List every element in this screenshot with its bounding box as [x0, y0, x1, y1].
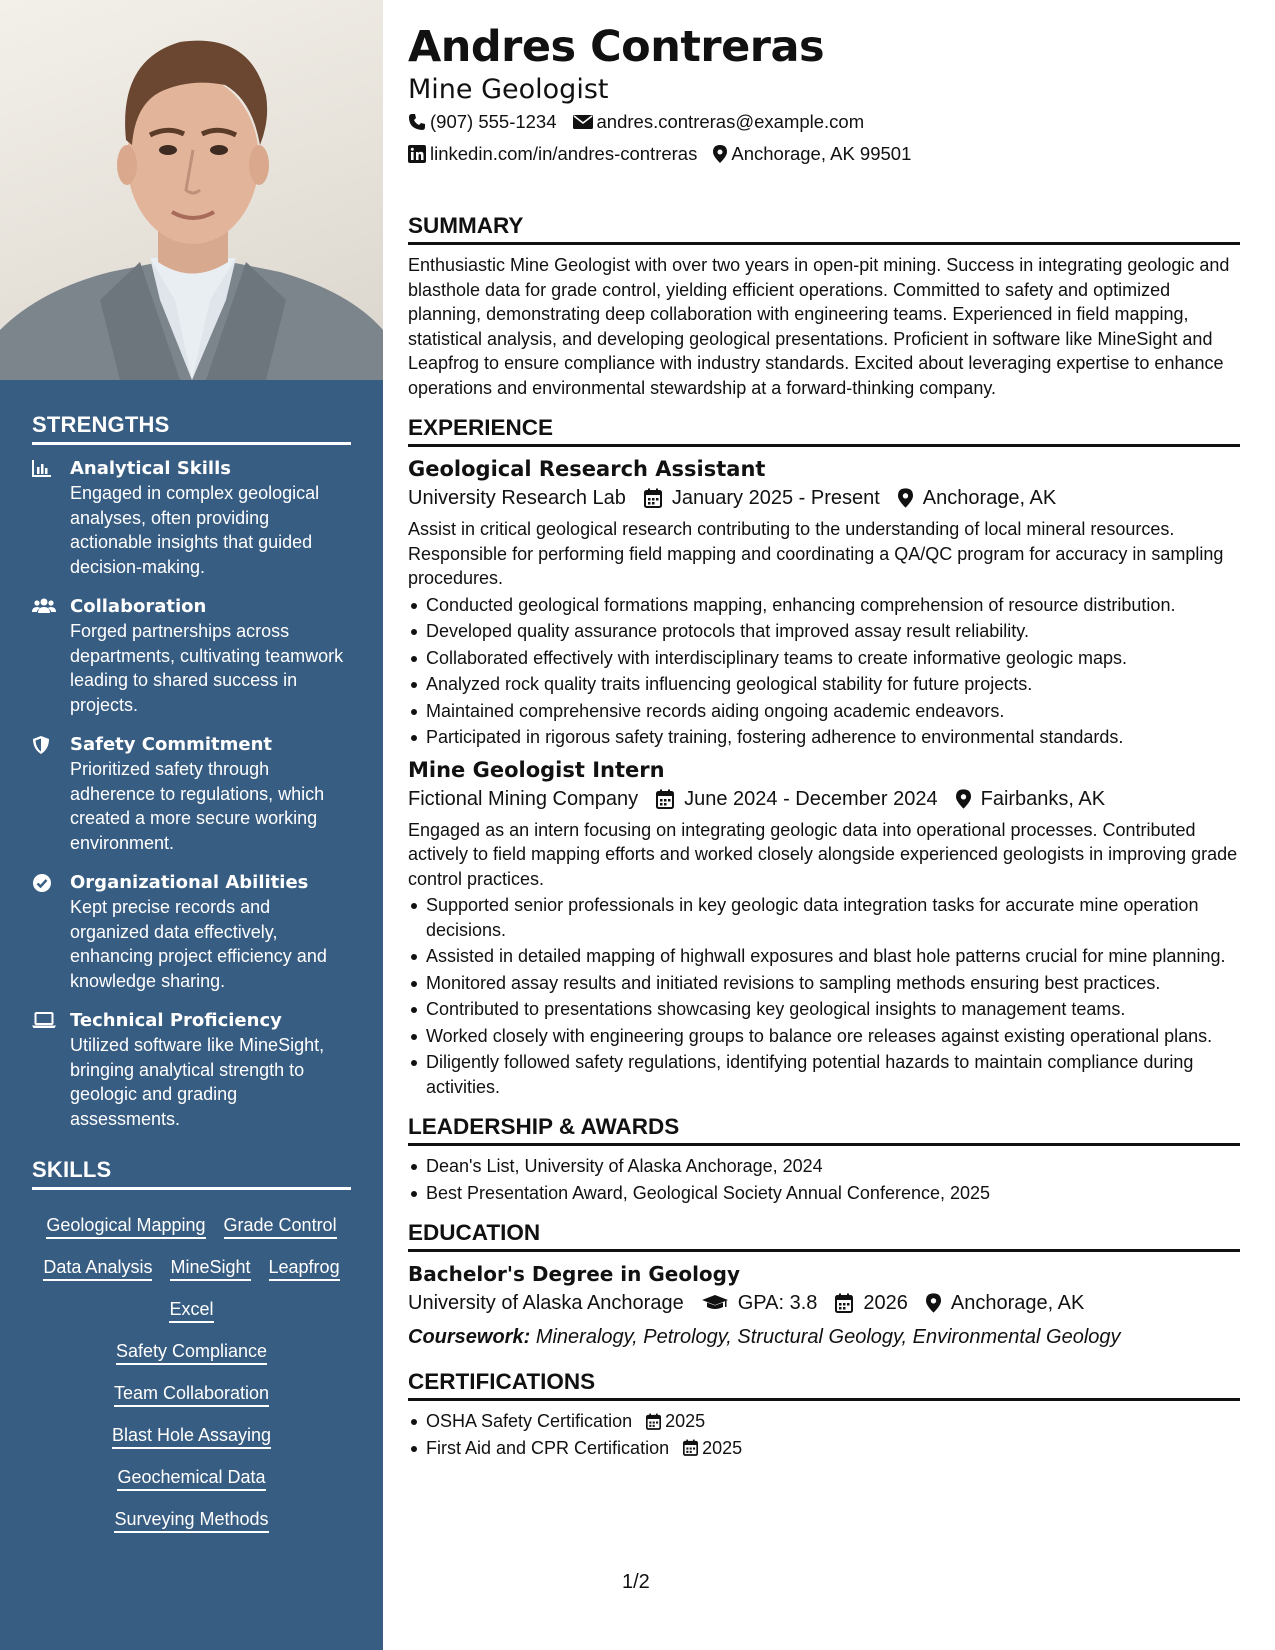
list-item	[408, 1409, 1240, 1434]
email-address: andres.contreras@example.com	[596, 111, 865, 132]
strength-title: Collaboration	[70, 596, 207, 617]
job-role: Geological Research Assistant	[408, 457, 766, 481]
job-role: Mine Geologist Intern	[408, 757, 665, 782]
job-location: Anchorage, AK	[922, 487, 1057, 509]
skill-tag: Surveying Methods	[114, 1508, 268, 1533]
list-item: Diligently followed safety regulations, identifying potential hazards to maintain compliance during activities.	[408, 1050, 1240, 1099]
graduation-year: 2026	[863, 1292, 908, 1314]
strengths-heading: STRENGTHS	[32, 412, 351, 445]
job-company: University Research Lab	[408, 487, 626, 509]
list-item: Best Presentation Award, Geological Society Annual Conference, 2025	[408, 1181, 1240, 1206]
strength-item	[32, 1009, 351, 1131]
page-number: 1/2	[622, 1571, 650, 1593]
job-title: Mine Geologist	[408, 74, 609, 105]
skill-tag: Team Collaboration	[114, 1382, 269, 1407]
summary-text: Enthusiastic Mine Geologist with over two years in open-pit mining. Success in integrating geologic and blasthole data for grade control, yielding efficient operations. Committed to safety and optimized planning, demonstrating deep collaboration with engineering teams. Experienced in field mapping, statistical analysis, and developing geological presentations. Proficient in software like MineSight and Leapfrog to ensure compliance with industry standards. Excited about leveraging expertise to enhance operations and environmental stewardship at a forward-thinking company.	[408, 255, 1230, 398]
certification-year: 2025	[665, 1411, 706, 1431]
job-entry	[408, 455, 1240, 750]
strength-title: Analytical Skills	[70, 458, 231, 479]
gpa: GPA: 3.8	[737, 1292, 818, 1314]
skill-tag: Geological Mapping	[46, 1214, 205, 1239]
list-item: Conducted geological formations mapping, enhancing comprehension of resource distribution.	[408, 593, 1240, 618]
strength-title: Technical Proficiency	[70, 1010, 282, 1031]
strength-desc: Engaged in complex geological analyses, often providing actionable insights that guided decision-making.	[70, 483, 320, 577]
address: Anchorage, AK 99501	[731, 143, 912, 164]
sidebar	[0, 0, 383, 1650]
strength-desc: Utilized software like MineSight, bringing analytical strength to geologic and grading assessments.	[70, 1035, 325, 1129]
skills-heading: SKILLS	[32, 1157, 351, 1190]
list-item: Monitored assay results and initiated revisions to sampling methods ensuring best practices.	[408, 971, 1240, 996]
map-pin-icon	[926, 1293, 941, 1313]
list-item: Collaborated effectively with interdisciplinary teams to create informative geologic maps.	[408, 646, 1240, 671]
list-item: Dean's List, University of Alaska Anchorage, 2024	[408, 1154, 1240, 1179]
school-location: Anchorage, AK	[950, 1292, 1085, 1314]
list-item	[408, 1436, 1240, 1461]
list-item: Analyzed rock quality traits influencing geological stability for future projects.	[408, 672, 1240, 697]
skill-tag: Data Analysis	[43, 1256, 152, 1281]
job-bullets	[408, 893, 1240, 1099]
linkedin-url: linkedin.com/in/andres-contreras	[430, 143, 698, 164]
skill-tag: Excel	[169, 1298, 213, 1323]
job-dates: January 2025 - Present	[671, 487, 880, 509]
graduation-cap-icon	[702, 1294, 728, 1312]
job-description: Engaged as an intern focusing on integrating geologic data into operational processes. Contributed actively to field mapping efforts and worked closely alongside experienced geologists in improving grade control practices.	[408, 819, 1238, 889]
job-company: Fictional Mining Company	[408, 787, 639, 810]
list-item: Developed quality assurance protocols that improved assay result reliability.	[408, 619, 1240, 644]
certifications-heading: CERTIFICATIONS	[408, 1368, 1240, 1401]
skill-tag: Leapfrog	[269, 1256, 340, 1281]
skill-tag: Safety Compliance	[116, 1340, 267, 1365]
profile-photo	[0, 0, 383, 380]
skill-tag: Geochemical Data	[117, 1466, 265, 1491]
shield-icon	[32, 733, 70, 855]
leadership-heading: LEADERSHIP & AWARDS	[408, 1113, 1240, 1146]
job-location: Fairbanks, AK	[980, 787, 1106, 810]
summary-heading: SUMMARY	[408, 212, 1240, 245]
laptop-icon	[32, 1009, 70, 1131]
linkedin-icon	[408, 145, 426, 163]
job-entry	[408, 756, 1240, 1100]
strength-title: Organizational Abilities	[70, 872, 309, 893]
phone-number: (907) 555-1234	[430, 111, 557, 132]
leadership-list	[408, 1154, 1240, 1205]
strength-item	[32, 871, 351, 993]
strength-desc: Forged partnerships across departments, cultivating teamwork leading to shared success in projects.	[70, 621, 344, 715]
job-dates: June 2024 - December 2024	[684, 787, 938, 810]
candidate-name: Andres Contreras	[408, 22, 825, 72]
calendar-icon	[646, 1413, 661, 1430]
education-heading: EDUCATION	[408, 1219, 1240, 1252]
list-item: Maintained comprehensive records aiding ongoing academic endeavors.	[408, 699, 1240, 724]
list-item: Assisted in detailed mapping of highwall exposures and blast hole patterns crucial for mine planning.	[408, 944, 1240, 969]
map-pin-icon	[956, 789, 971, 809]
coursework-label: Coursework:	[408, 1326, 531, 1348]
job-meta	[408, 784, 1240, 814]
education-meta	[408, 1288, 1240, 1318]
skills-list	[32, 1202, 351, 1542]
strength-title: Safety Commitment	[70, 734, 272, 755]
list-item: Supported senior professionals in key geologic data integration tasks for accurate mine operation decisions.	[408, 893, 1240, 942]
certification-name: First Aid and CPR Certification	[426, 1437, 670, 1458]
strength-item	[32, 733, 351, 855]
job-meta	[408, 483, 1240, 513]
strength-item	[32, 595, 351, 717]
check-circle-icon	[32, 871, 70, 993]
school-name: University of Alaska Anchorage	[408, 1292, 684, 1314]
skill-tag: Blast Hole Assaying	[112, 1424, 271, 1449]
map-pin-icon	[713, 145, 727, 163]
strength-item	[32, 457, 351, 579]
certification-year: 2025	[702, 1437, 743, 1458]
calendar-icon	[835, 1293, 853, 1313]
users-icon	[32, 595, 70, 717]
coursework	[408, 1322, 1240, 1352]
job-description: Assist in critical geological research contributing to the understanding of local mineral resources. Responsible for performing field mapping and coordinating a QA/QC program for accuracy in sampling procedures.	[408, 519, 1224, 588]
list-item: Worked closely with engineering groups to balance ore releases against existing operational plans.	[408, 1024, 1240, 1049]
skill-tag: MineSight	[170, 1256, 250, 1281]
strength-desc: Prioritized safety through adherence to regulations, which created a more secure working environment.	[70, 759, 325, 853]
calendar-icon	[644, 488, 662, 508]
experience-heading: EXPERIENCE	[408, 414, 1240, 447]
envelope-icon	[573, 114, 593, 130]
map-pin-icon	[898, 488, 913, 508]
skill-tag: Grade Control	[224, 1214, 337, 1239]
phone-icon	[408, 113, 426, 131]
certification-name: OSHA Safety Certification	[426, 1411, 633, 1431]
list-item: Contributed to presentations showcasing key geological insights to management teams.	[408, 997, 1240, 1022]
calendar-icon	[683, 1439, 698, 1456]
coursework-list: Mineralogy, Petrology, Structural Geology, Environmental Geology	[535, 1326, 1121, 1348]
bar-chart-icon	[32, 457, 70, 579]
main-content	[408, 20, 1240, 1462]
degree-title: Bachelor's Degree in Geology	[408, 1262, 741, 1286]
certifications-list	[408, 1409, 1240, 1460]
job-bullets	[408, 593, 1240, 750]
list-item: Participated in rigorous safety training, fostering adherence to environmental standards.	[408, 725, 1240, 750]
calendar-icon	[656, 789, 674, 809]
strength-desc: Kept precise records and organized data effectively, enhancing project efficiency and knowledge sharing.	[70, 897, 327, 991]
contact-info	[408, 106, 1240, 170]
